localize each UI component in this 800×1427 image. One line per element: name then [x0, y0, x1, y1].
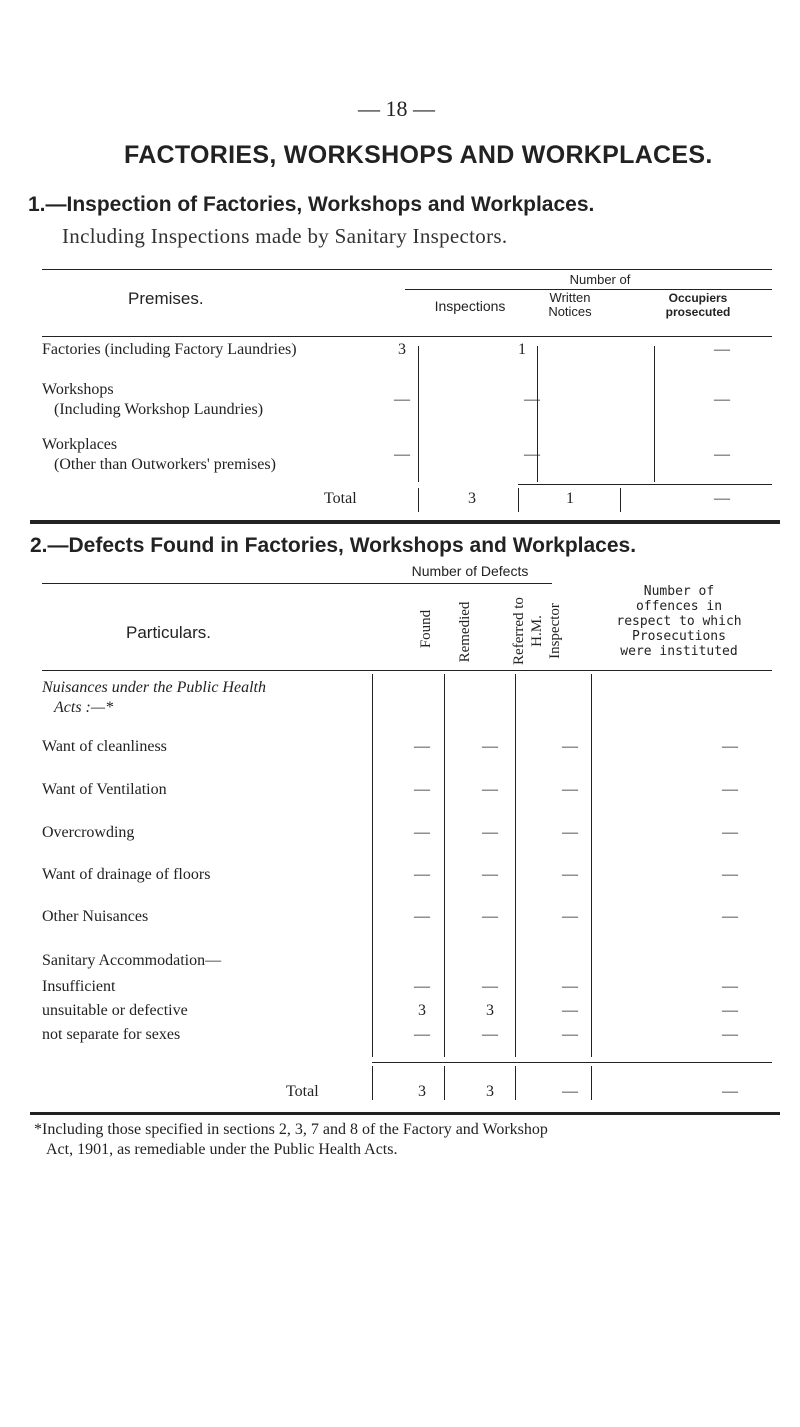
table-row: [42, 381, 772, 426]
cell-found: —: [414, 738, 430, 755]
total-row: [42, 1083, 772, 1105]
cell-found: —: [414, 908, 430, 925]
col-particulars: Particulars.: [126, 623, 212, 642]
cell-prosecutions: —: [722, 824, 738, 841]
row-sublabel: (Including Workshop Laundries): [54, 401, 264, 418]
row-sublabel: (Other than Outworkers' premises): [54, 456, 276, 473]
col-number-of: Number of: [569, 272, 631, 287]
cell-referred: —: [562, 1002, 578, 1019]
row-label: Want of cleanliness: [42, 738, 167, 755]
col-inspections: Inspections: [434, 298, 506, 314]
cell-notices: 1: [518, 341, 526, 358]
table-row: [42, 824, 772, 846]
table-row: [42, 978, 772, 1000]
total-inspections: 3: [468, 490, 476, 507]
footnote: [34, 1120, 548, 1160]
total-referred: —: [562, 1083, 578, 1100]
cell-notices: —: [524, 391, 540, 408]
col-prosecutions-line: Number of: [643, 584, 715, 599]
table-rule: [42, 670, 772, 671]
cell-referred: —: [562, 1026, 578, 1043]
cell-referred: —: [562, 866, 578, 883]
row-label: not separate for sexes: [42, 1026, 181, 1043]
cell-inspections: 3: [398, 341, 406, 358]
cell-found: —: [414, 1026, 430, 1043]
cell-found: 3: [418, 1002, 426, 1019]
cell-referred: —: [562, 781, 578, 798]
col-premises: Premises.: [128, 289, 204, 308]
col-notices-line: Notices: [548, 304, 592, 319]
footnote-line: Act, 1901, as remediable under the Public Health Acts.: [46, 1141, 398, 1158]
section-divider: [30, 520, 780, 524]
table-row: [42, 781, 772, 803]
col-prosecuted-line: prosecuted: [665, 305, 731, 319]
table-rule: [42, 269, 772, 270]
cell-remedied: —: [482, 866, 498, 883]
cell-notices: —: [524, 446, 540, 463]
cell-prosecuted: —: [714, 391, 730, 408]
cell-found: —: [414, 824, 430, 841]
cell-prosecutions: —: [722, 1026, 738, 1043]
total-label: Total: [286, 1083, 319, 1100]
total-prosecutions: —: [722, 1083, 738, 1100]
cell-remedied: —: [482, 1026, 498, 1043]
table-row: [42, 908, 772, 930]
table-rule: [42, 336, 772, 337]
cell-found: —: [414, 866, 430, 883]
nuisances-line: Acts :—*: [54, 699, 114, 716]
total-remedied: 3: [486, 1083, 494, 1100]
cell-found: —: [414, 781, 430, 798]
section1-subtitle: Including Inspections made by Sanitary Inspectors.: [62, 224, 508, 248]
table-row: [42, 436, 772, 481]
table-row: [42, 341, 772, 371]
cell-referred: —: [562, 978, 578, 995]
col-prosecutions-line: respect to which: [616, 614, 742, 629]
table-rule: [372, 1062, 772, 1063]
total-label: Total: [324, 490, 357, 507]
cell-prosecutions: —: [722, 978, 738, 995]
col-remedied: Remedied: [457, 601, 473, 663]
cell-remedied: —: [482, 781, 498, 798]
cell-remedied: —: [482, 978, 498, 995]
cell-found: —: [414, 978, 430, 995]
row-label: Want of drainage of floors: [42, 866, 211, 883]
cell-remedied: 3: [486, 1002, 494, 1019]
col-written-notices: [525, 291, 615, 319]
cell-prosecutions: —: [722, 908, 738, 925]
cell-remedied: —: [482, 908, 498, 925]
row-label: Factories (including Factory Laundries): [42, 341, 297, 358]
total-found: 3: [418, 1083, 426, 1100]
total-prosecuted: —: [714, 490, 730, 507]
col-referred-1: Referred to: [511, 597, 527, 665]
cell-remedied: —: [482, 824, 498, 841]
page-number: — 18 —: [358, 96, 435, 121]
table-row: [42, 738, 772, 760]
cell-prosecutions: —: [722, 866, 738, 883]
nuisances-line: Nuisances under the Public Health: [42, 679, 266, 696]
footnote-line: *Including those specified in sections 2, 3, 7 and 8 of the Factory and Workshop: [34, 1121, 548, 1138]
cell-referred: —: [562, 824, 578, 841]
col-referred-3: Inspector: [547, 603, 563, 659]
cell-inspections: —: [394, 446, 410, 463]
col-written-line: Written: [549, 290, 591, 305]
table-rule: [42, 583, 552, 584]
col-occupiers: [633, 291, 763, 319]
total-notices: 1: [566, 490, 574, 507]
col-occupiers-line: Occupiers: [668, 291, 728, 305]
table-row: [42, 1002, 772, 1024]
col-prosecutions: [594, 584, 764, 659]
total-row: [42, 490, 772, 514]
cell-prosecutions: —: [722, 1002, 738, 1019]
sanitary-heading: Sanitary Accommodation—: [42, 952, 222, 969]
col-prosecutions-line: offences in: [635, 599, 723, 614]
row-label: Workshops: [42, 381, 114, 398]
row-label: Insufficient: [42, 978, 116, 995]
cell-prosecutions: —: [722, 781, 738, 798]
col-prosecutions-line: Prosecutions: [632, 629, 726, 644]
nuisances-heading: [42, 678, 266, 718]
table-row: [42, 1026, 772, 1048]
cell-inspections: —: [394, 391, 410, 408]
table-row: [42, 866, 772, 888]
row-label: Other Nuisances: [42, 908, 149, 925]
cell-prosecutions: —: [722, 738, 738, 755]
section2-title: 2.—Defects Found in Factories, Workshops and Workplaces.: [30, 534, 637, 557]
col-number-of-defects: Number of Defects: [411, 563, 529, 579]
row-label: Workplaces: [42, 436, 118, 453]
cell-referred: —: [562, 738, 578, 755]
cell-remedied: —: [482, 738, 498, 755]
row-label: unsuitable or defective: [42, 1002, 188, 1019]
section1-title: 1.—Inspection of Factories, Workshops and Workplaces.: [28, 193, 595, 216]
row-label: Overcrowding: [42, 824, 135, 841]
cell-referred: —: [562, 908, 578, 925]
row-label: Want of Ventilation: [42, 781, 167, 798]
col-prosecutions-line: were instituted: [620, 644, 738, 659]
section-divider: [30, 1112, 780, 1115]
main-title: FACTORIES, WORKSHOPS AND WORKPLACES.: [124, 141, 713, 169]
col-referred-2: H.M.: [529, 615, 545, 647]
col-found: Found: [418, 609, 434, 649]
cell-prosecuted: —: [714, 341, 730, 358]
cell-prosecuted: —: [714, 446, 730, 463]
table-rule: [518, 484, 772, 485]
